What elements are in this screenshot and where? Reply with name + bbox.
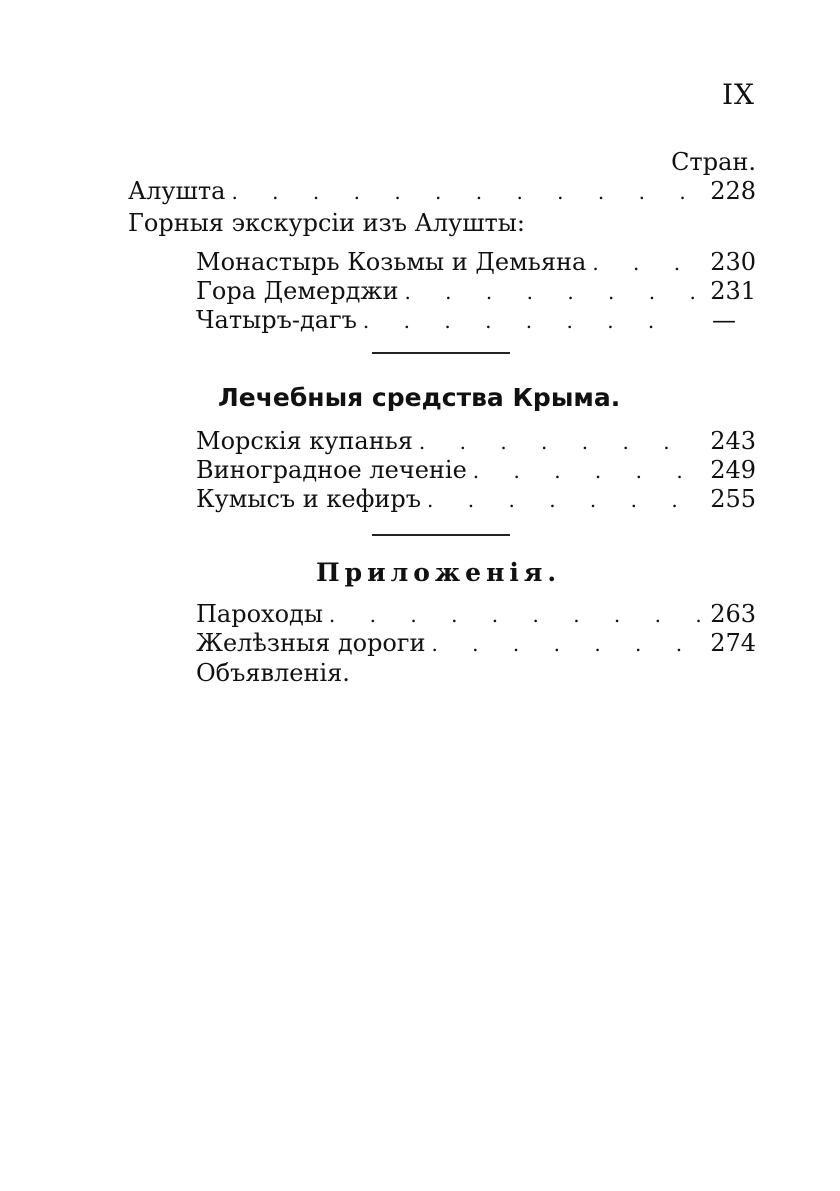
dot-leader: [419, 427, 704, 457]
toc-entry: [196, 305, 736, 335]
toc-entry-page: 228: [710, 177, 756, 205]
toc-entry-page: 231: [710, 277, 756, 305]
dot-leader: [329, 600, 704, 630]
toc-entry-label: Чатыръ-дагъ: [196, 306, 357, 334]
dot-leader: [231, 177, 704, 207]
toc-entry-page: 230: [710, 248, 756, 276]
toc-entry: [196, 658, 350, 688]
toc-entry-label: Объявленія.: [196, 659, 350, 687]
toc-entry: [196, 599, 756, 629]
page-number: IX: [722, 78, 755, 111]
toc-entry-page: 255: [710, 485, 756, 513]
section-divider: [372, 352, 510, 354]
toc-entry-label: Пароходы: [196, 600, 323, 628]
toc-entry-page: 274: [710, 629, 756, 657]
toc-entry: [196, 276, 756, 306]
dot-leader: [473, 456, 704, 486]
toc-entry: [196, 455, 756, 485]
dot-leader: [427, 485, 704, 515]
toc-entry-label: Виноградное леченіе: [196, 456, 467, 484]
toc-entry-label: Алушта: [128, 177, 226, 205]
toc-entry: [196, 484, 756, 514]
toc-entry-label: Желѣзныя дороги: [196, 629, 426, 657]
toc-entry: [128, 208, 525, 238]
dot-leader: [363, 306, 684, 336]
section-heading: Лечебныя средства Крыма.: [218, 383, 621, 412]
dot-leader: [404, 277, 704, 307]
column-header: Стран.: [671, 148, 756, 176]
toc-entry-label: Гора Демерджи: [196, 277, 399, 305]
toc-entry-label: Монастырь Козьмы и Демьяна: [196, 248, 587, 276]
dot-leader: [431, 629, 704, 659]
section-heading: Приложенія.: [316, 558, 562, 587]
toc-entry-label: Морскія купанья: [196, 427, 413, 455]
toc-entry-page: 263: [710, 600, 756, 628]
toc-entry: [196, 628, 756, 658]
toc-entry-page: —: [712, 306, 736, 334]
toc-entry-page: 249: [710, 456, 756, 484]
dot-leader: [592, 248, 704, 278]
toc-entry: [196, 426, 756, 456]
toc-entry: [128, 176, 756, 206]
toc-entry: [196, 247, 756, 277]
toc-entry-page: 243: [710, 427, 756, 455]
toc-entry-label: Кумысъ и кефиръ: [196, 485, 422, 513]
section-divider: [372, 534, 510, 536]
toc-entry-label: Горныя экскурсіи изъ Алушты:: [128, 209, 525, 237]
